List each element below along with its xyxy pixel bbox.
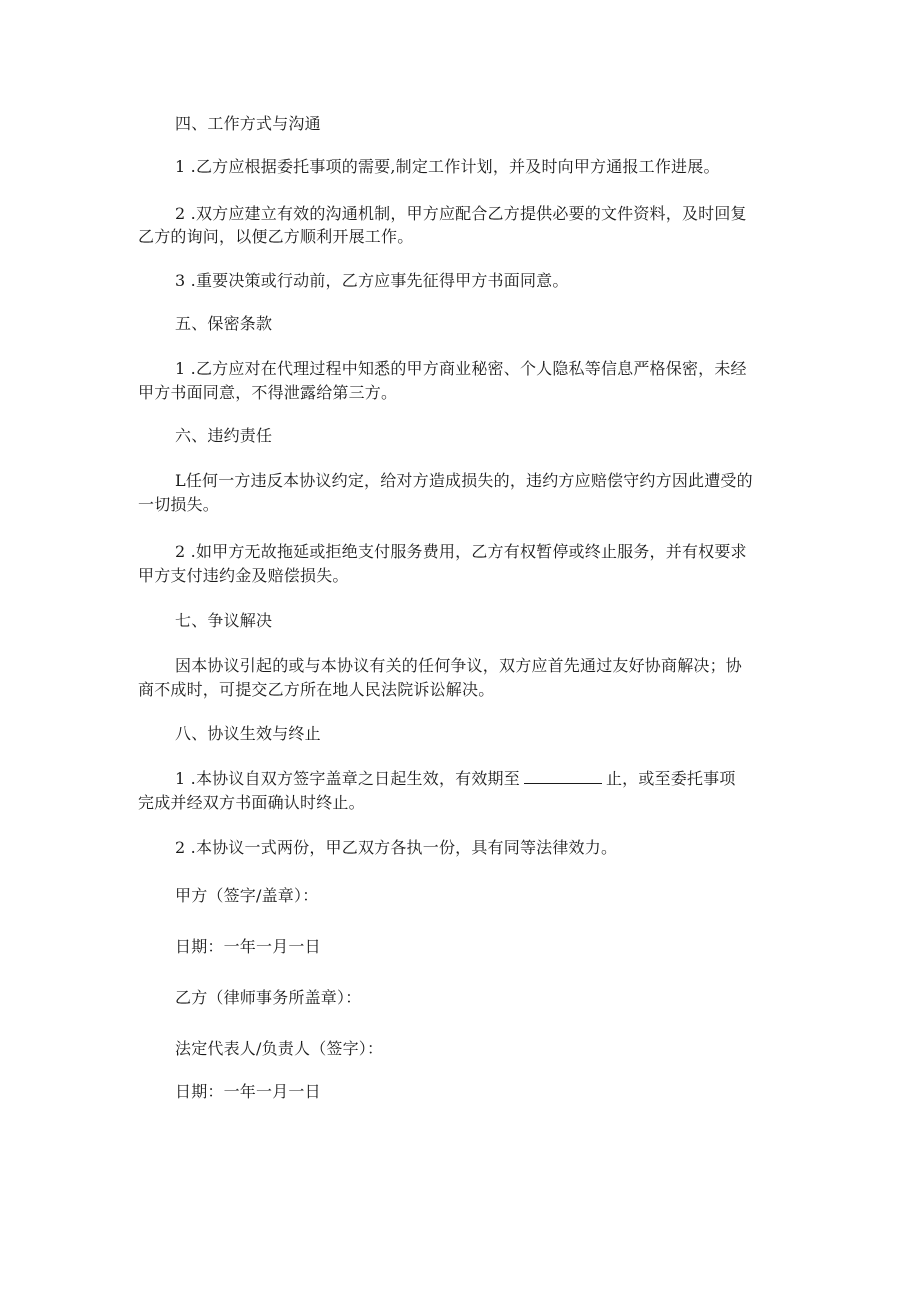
party-a-date: 日期：一年一月一日 xyxy=(175,937,321,956)
party-a-signature: 甲方（签字/盖章）： xyxy=(175,886,319,905)
section-6-item-2-line-1: 2 .如甲方无故拖延或拒绝支付服务费用，乙方有权暂停或终止服务，并有权要求 xyxy=(175,542,747,561)
party-b-date: 日期：一年一月一日 xyxy=(175,1082,321,1101)
section-6-item-2-line-2: 甲方支付违约金及赔偿损失。 xyxy=(138,566,349,585)
section-8-item-1-line-2: 完成并经双方书面确认时终止。 xyxy=(138,793,365,812)
validity-date-blank xyxy=(524,769,602,784)
section-8-item-1-line-1 xyxy=(175,768,736,790)
section-4-item-2-line-1: 2 .双方应建立有效的沟通机制，甲方应配合乙方提供必要的文件资料，及时回复 xyxy=(175,204,747,223)
section-4-item-1: 1 .乙方应根据委托事项的需要,制定工作计划，并及时向甲方通报工作进展。 xyxy=(175,157,720,176)
section-7-title: 七、争议解决 xyxy=(175,611,273,630)
section-6-title: 六、违约责任 xyxy=(175,426,273,445)
section-4-item-2-line-2: 乙方的询问，以便乙方顺利开展工作。 xyxy=(138,227,414,246)
section-8-item-1-text-b: 止，或至委托事项 xyxy=(605,769,736,788)
section-4-title: 四、工作方式与沟通 xyxy=(175,114,321,133)
section-8-item-2: 2 .本协议一式两份，甲乙双方各执一份，具有同等法律效力。 xyxy=(175,838,618,857)
section-7-item-1-line-2: 商不成时，可提交乙方所在地人民法院诉讼解决。 xyxy=(138,680,495,699)
section-5-item-1-line-1: 1 .乙方应对在代理过程中知悉的甲方商业秘密、个人隐私等信息严格保密，未经 xyxy=(175,359,747,378)
section-5-item-1-line-2: 甲方书面同意，不得泄露给第三方。 xyxy=(138,383,398,402)
section-5-title: 五、保密条款 xyxy=(175,314,273,333)
party-b-seal: 乙方（律师事务所盖章）： xyxy=(175,988,362,1007)
section-6-item-1-line-2: 一切损失。 xyxy=(138,495,220,514)
section-7-item-1-line-1: 因本协议引起的或与本协议有关的任何争议，双方应首先通过友好协商解决；协 xyxy=(175,656,743,675)
section-4-item-3: 3 .重要决策或行动前，乙方应事先征得甲方书面同意。 xyxy=(175,271,569,290)
section-8-item-1-text-a: 1 .本协议自双方签字盖章之日起生效，有效期至 xyxy=(175,769,520,788)
legal-representative-signature: 法定代表人/负责人（签字）： xyxy=(175,1039,384,1058)
section-8-title: 八、协议生效与终止 xyxy=(175,724,321,743)
section-6-item-1-line-1: L任何一方违反本协议约定，给对方造成损失的，违约方应赔偿守约方因此遭受的 xyxy=(175,471,753,490)
